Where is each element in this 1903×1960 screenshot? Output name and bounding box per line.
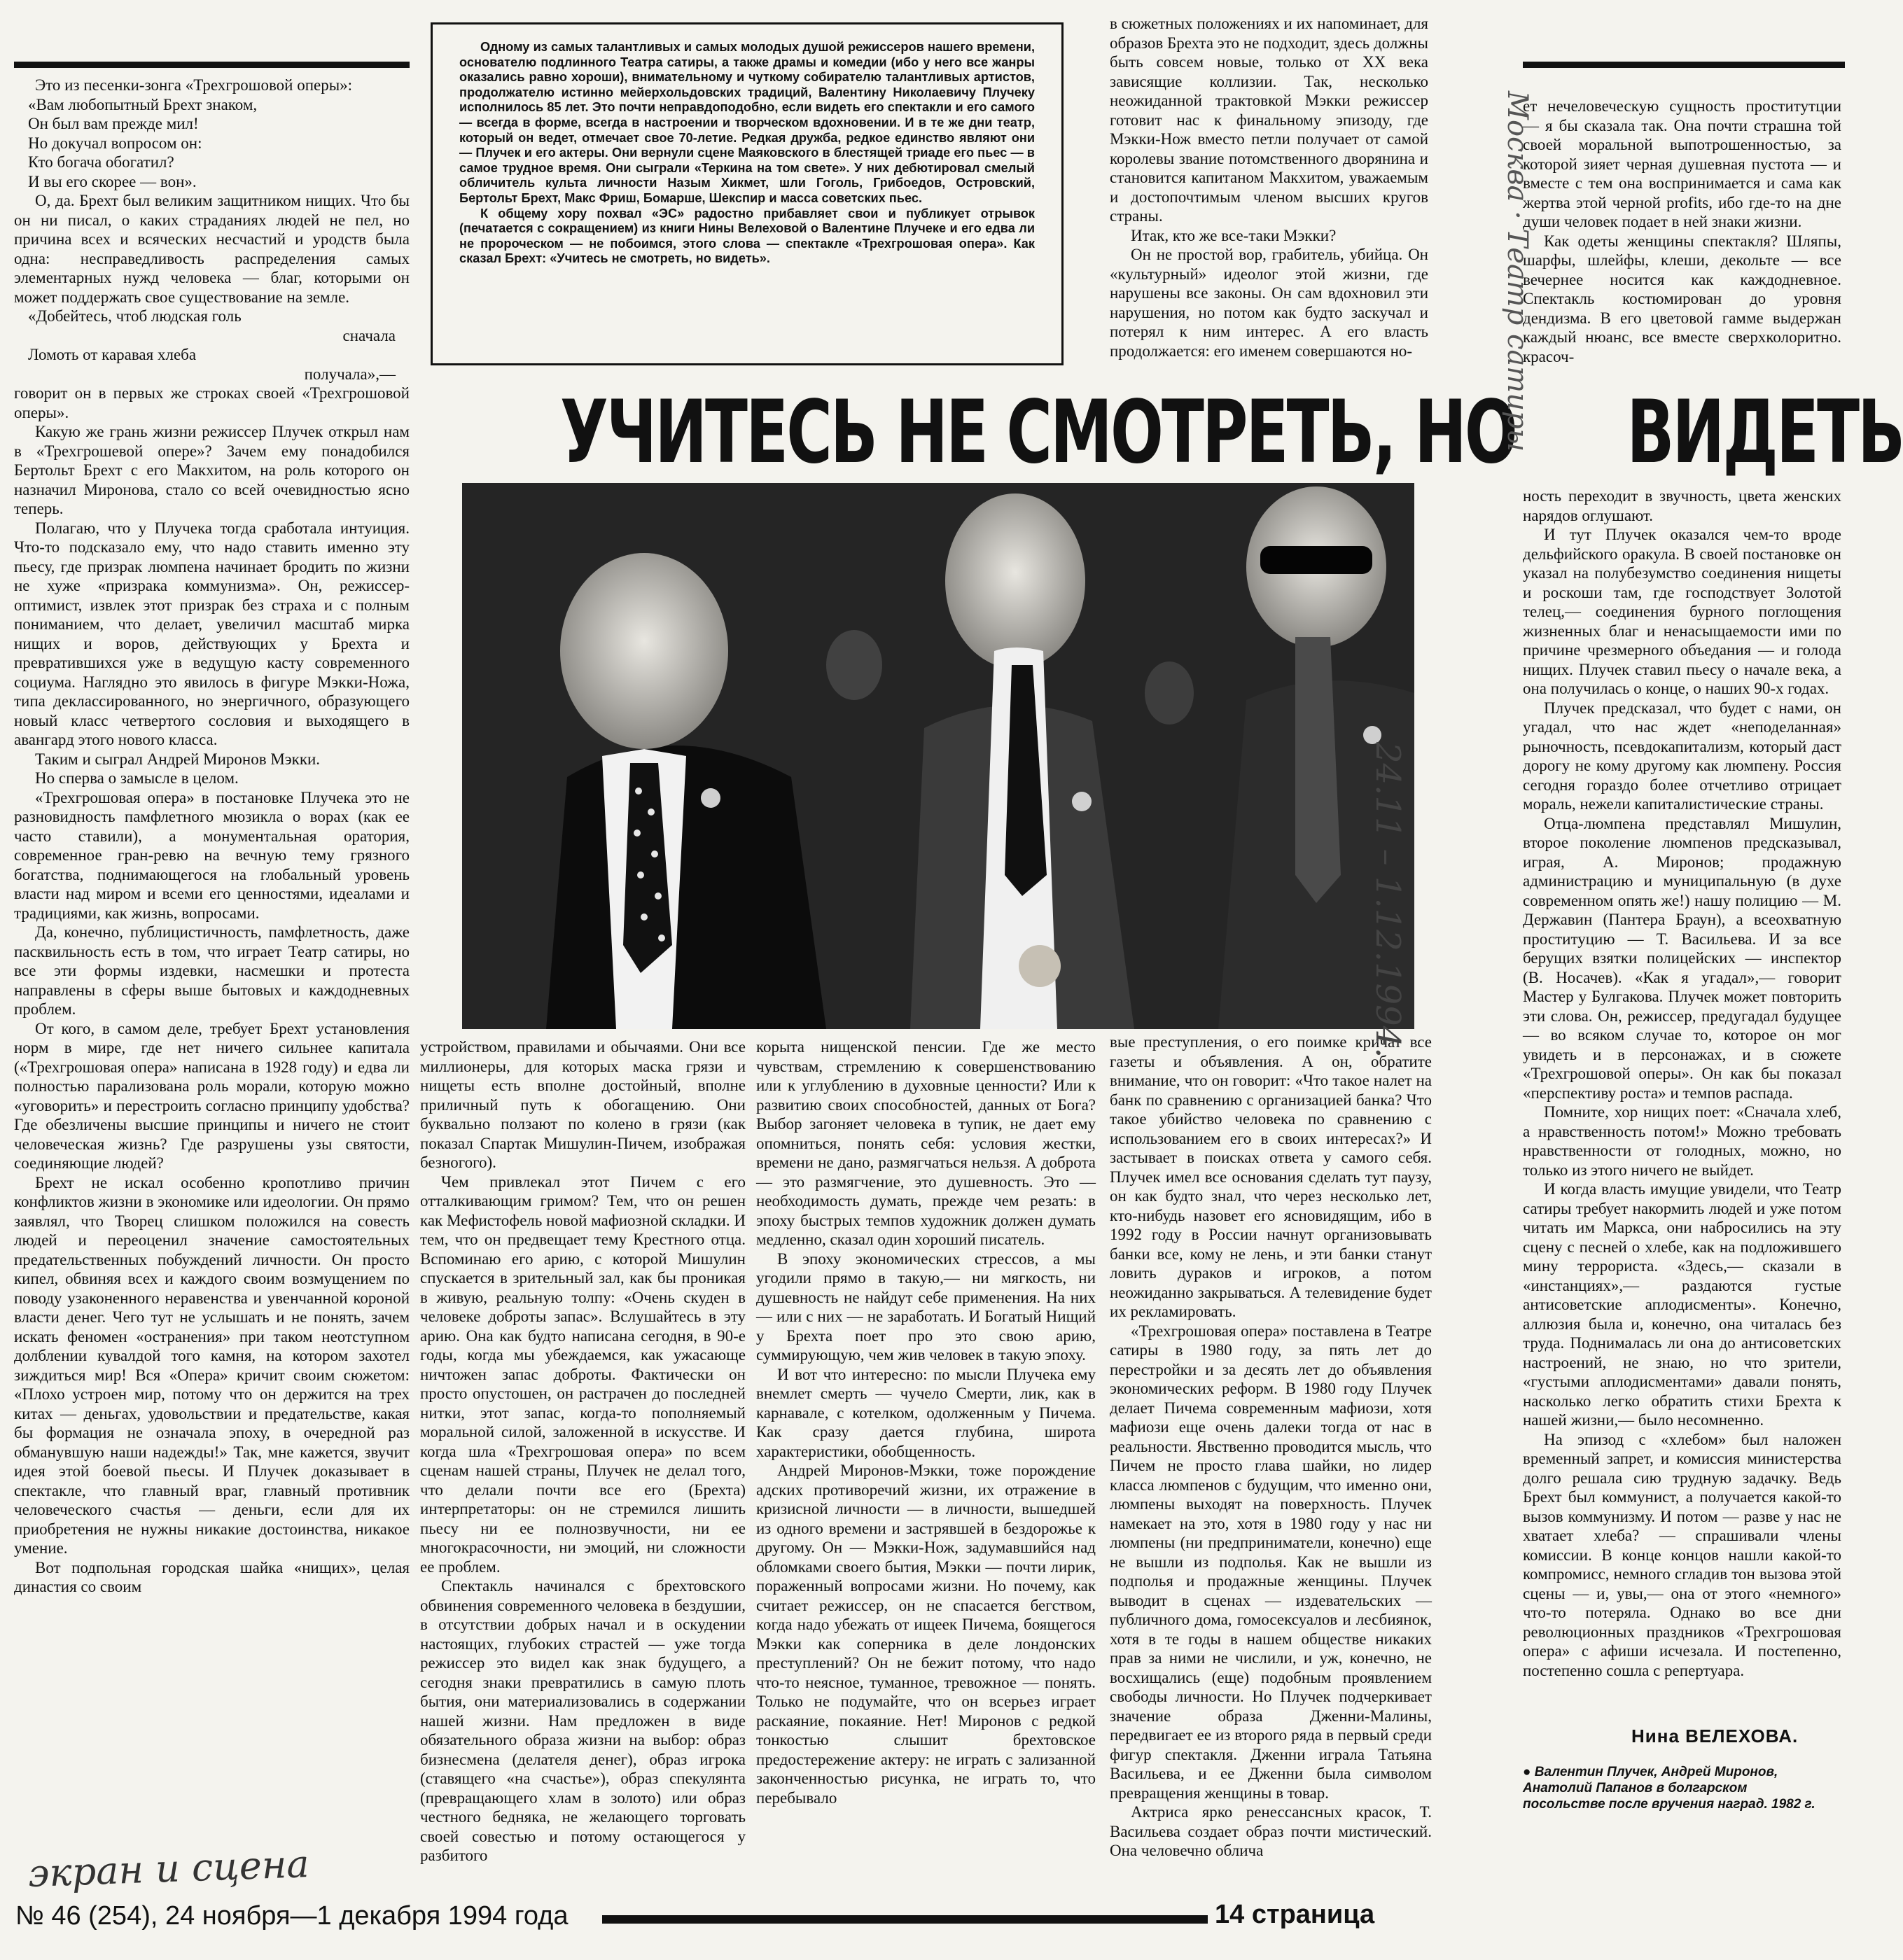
lede-paragraph-2: К общему хору похвал «ЭС» радостно прибавляет свои и публикует отрывок (печатается с сокращением) из книги Нины Велеховой о Валентине Плучеке и его едва ли не пророческом — не побоимся, этого слова — спектакле «Трехгрошовая опера». Как сказал Брехт: «Учитесь не смотреть, но видеть». [459,206,1035,266]
col1-paragraph: «Трехгрошовая опера» в постановке Плучека это не разновидность памфлетного мюзикла о ворах (как ее часто ставили), а монументальная оратория, современное гран-ревю на вечную тему грязного богатства, поднимающегося на глобальный уровень власти над миром и всеми его ценностями, идеалами и традициями, как жизнь, вопросами. [14,788,410,922]
column-5-top [1523,97,1841,377]
top-rule-left [14,62,410,68]
top-rule-right [1523,62,1845,68]
footer-page-number: 14 страница [1215,1900,1375,1929]
col4a-paragraph: Он не простой вор, грабитель, убийца. Он «культурный» идеолог этой жизни, где нарушены все законы. Он сам вдохновил эти нарушения, но потом как будто заскучал и потерял к ним интерес. А его власть продолжается: его именем совершаются но- [1110,246,1428,360]
col1-paragraph: Но сперва о замысле в целом. [35,769,239,787]
col1-paragraph: «Вам любопытный Брехт знаком, [28,95,258,113]
column-5-bottom [1523,486,1841,1726]
col2-paragraph: Спектакль начинался с брехтовского обвинения современного человека в бездушии, в отсутствии добрых начал и в оскудении настоящих, глубоких страстей — уже тогда режиссер это видел как знак будущего, а сегодня знаки превратились в самую плоть бытия, они материализовались в содержании нашей жизни. Нам предложен в виде обязательного образа жизни на выбор: образ бизнесмена (делателя денег), образ игрока (ставящего «на счастье»), образ спекулянта (превращающего хлам в золото) или образ честного бедняка, не желающего торговать своей совестью и потому остающегося у разбитого [420,1577,746,1864]
col1-paragraph: О, да. Брехт был великим защитником нищих. Что бы он ни писал, о каких страданиях людей не пел, но причина всех и всяческих несчастий и уродств была одна: несправедливость распределения самых элементарных нужд человека — благ, которыми он может поддержать свое существование на земле. [14,192,410,306]
col1-paragraph: Вот подпольная городская шайка «нищих», целая династия со своим [14,1558,410,1595]
col5b-paragraph: И тут Плучек оказался чем-то вроде дельфийского оракула. В своей постановке он указал на полубезумство соединения нищеты и роскоши там, где господствует Золотой телец,— соединения бурного поглощения жизненных благ и ненасыщаемости ими по причине чрезмерного объедания — и голода нищих. Плучек ставил пьесу о начале века, а она получилась о конце, о наших 90-х годах. [1523,526,1841,697]
col2-paragraph: устройством, правилами и обычаями. Они все миллионеры, для которых маска грязи и нищеты есть вполне достойный, вполне приличный путь к обогащению. Они буквально ползают по колено в грязи (как показал Спартак Мишулин-Пичем, изображая безногого). [420,1038,746,1171]
handwritten-publication-name: экран и сцена [27,1842,310,1896]
headline-part-2: ВИДЕТЬ [1626,382,1903,483]
footer-issue: № 46 (254), 24 ноября—1 декабря 1994 года [15,1901,569,1931]
col1-paragraph: Это из песенки-зонга «Трехгрошовой оперы»: [35,76,353,94]
col1-paragraph: Кто богача обогатил? [28,153,174,171]
col1-paragraph: Но докучал вопросом он: [28,134,202,152]
headline-part-1: УЧИТЕСЬ НЕ СМОТРЕТЬ, НО [560,382,1516,483]
col1-paragraph: «Добейтесь, чтоб людская голь [28,307,242,325]
col3-paragraph: В эпоху экономических стрессов, а мы угодили прямо в такую,— ни мягкость, ни душевность не найдут себе применения. На них — или с них — не заработать. И Богатый Нищий у Брехта поет про это свою арию, суммирующую, чем жив человек в такую эпоху. [756,1250,1096,1364]
headline [560,382,1903,483]
col1-paragraph: От кого, в самом деле, требует Брехт установления норм в мире, где нет ничего сильнее капитала («Трехгрошовая опера» написана в 1928 году) и едва ли полностью парализована роль морали, которую можно «уговорить» и перестроить согласно принципу удобства? Где обезличены высшие принципы и ничего не стоит человеческая жизнь? Где разрушены узы святости, соединяющие людей? [14,1019,410,1172]
handwritten-date: 24.11 – 1.12.1994. [1368,742,1407,1058]
col1-paragraph: Брехт не искал особенно кропотливо причин конфликтов жизни в экономике или идеологии. Он прямо заявлял, что Творец слишком положился на совесть людей и переоценил значение самостоятельных предательственных побуждений личности. Он просто кипел, обвиняя всех и каждого своим возмущением по поводу узаконенного неравенства и увенчанной короной власти денег. Чего тут не услышать и не понять, зачем искать феномен «остранения» при таком неотступном долблении кувалдой того камня, на котором захотел зиждиться мир! Вся «Опера» кричит своим сюжетом: «Плохо устроен мир, потому что он держится на трех китах — деньгах, удовольствии и предательстве, какая бы формация не означала эпоху, в очередной раз обманувшую наши надежды!» Так, мне кажется, звучит идея этой боевой пьесы. И Плучек доказывает в спектакле, что главный враг, главный противник человеческого счастья — деньги, если для их приобретения не нужны никакие достоинства, никакое умение. [14,1173,410,1557]
col5b-paragraph: Помните, хор нищих поет: «Сначала хлеб, а нравственность потом!» Можно требовать нравственности от голодных, можно, но только из этого ничего не выйдет. [1523,1103,1841,1179]
col5b-paragraph: ность переходит в звучность, цвета женских нарядов оглушают. [1523,487,1841,524]
column-3 [756,1037,1096,1890]
column-4-bottom [1110,1032,1432,1890]
col4b-paragraph: «Трехгрошовая опера» поставлена в Театре сатиры в 1980 году, за пять лет до перестройки и за десять лет до объявления экономических реформ. В 1980 году Плучек делает Пичема современным мафиози, хотя мафиози еще очень далеки тогда от нас в реальности. Явственно проводится мысль, что Пичем не просто глава шайки, но лидер класса люмпенов с будущим, что именно они, люмпены выходят на поверхность. Плучек намекает на это, хотя в 1980 году у нас ни люмпены (ни предприниматели, конечно) еще не вышли из подполья. Как не вышли из подполья и продажные женщины. Плучек выводит в сценах — издевательских — публичного дома, гомосексуалов и лесбиянок, хотя в те годы в нашем обществе никаких прав за ними не числили, и уж, конечно, не восхищались (еще) подобным проявлением свободы личности. Но Плучек подчеркивает значение образа Дженни-Малины, передвигает ее из второго ряда в первый среди фигур спектакля. Дженни играла Татьяна Васильева, и ее Дженни была символом превращения женщины в товар. [1110,1322,1432,1802]
col5b-paragraph: И когда власть имущие увидели, что Театр сатиры требует накормить людей и уже потом читать им Маркса, они набросились на эту сцену с песней о хлебе, как на подложившего мину террориста. «Здесь,— сказали в «инстанциях»,— раздаются густые антисоветские аплодисменты». Конечно, аллюзия была и, конечно, она читалась без труда. Поднималась ли она до антисоветских настроений, не знаю, но что зрители, «густыми аплодисментами» давали понять, насколько легко обратить стихи Брехта к нашей жизни,— было несомненно. [1523,1180,1841,1429]
col4b-paragraph: вые преступления, о его поимке кричат все газеты и объявления. А он, обратите внимание, что он говорит: «Что такое налет на банк по сравнению с организацией банка? Что такое убийство человека по сравнению с использованием его в своих интересах?» И застывает в поисках ответа у самого себя. Плучек имел все основания сделать тут паузу, он как будто знал, что через несколько лет, кто-нибудь назовет его ясновидящим, ибо в 1992 году в России начнут организовывать банки все, кому не лень, и эти банки станут ловить дураков и игроков, а потом неожиданно закрываться. А телевидение будет их рекламировать. [1110,1033,1432,1320]
column-4-top [1110,14,1428,378]
col5b-paragraph: Отца-люмпена представлял Мишулин, второе поколение люмпенов предсказывал, играя, А. Миронов; продажную администрацию и муниципальную (в духе современном опять же!) нашу полицию — М. Державин (Пантера Браун), а всеохватную проституцию — Т. Васильева. И за все берущих взятки полицейских — инспектор (В. Носачев). «Как я угадал»,— говорит Мастер у Булгакова. Плучек может повторить эти слова. Он, режиссер, предугадал будущее — во всяком случае то, которое он мог увидеть и в персонажах, и в сюжете «Трехгрошовой оперы». Он как бы показал «перспективу роста» и темпов распада. [1523,814,1841,1102]
col5a-paragraph: Как одеты женщины спектакля? Шляпы, шарфы, шлейфы, клеши, декольте — все вечернее носится как каждодневное. Спектакль костюмирован до уровня дендизма. В его цветовой гамме выдержан каждый нюанс, все вместе сверхколоритно. красоч- [1523,232,1841,365]
photo-three-men [462,483,1414,1029]
col1-paragraph: И вы его скорее — вон». [28,172,197,190]
col3-paragraph: Андрей Миронов-Мэкки, тоже порождение адских противоречий жизни, их отражение в кризисной личности — в личности, вышедшей из одного времени и застрявшей в бездорожье к другому. Он — Мэкки-Нож, задумавшийся над обломками своего бытия, Мэкки — почти лирик, пораженный вопросами жизни. Но почему, как считает режиссер, он не спасается бегством, когда надо убежать от ищеек Пичема, боящегося Мэкки как соперника в деле лондонских преступлений? Он не бежит потому, что надо что-то неясное, туманное, тревожное — понять. Только не подумайте, что он всерьез играет раскаяние, покаяние. Нет! Миронов с редкой тонкостью слышит брехтовское предостережение актеру: не играть с зализанной законченностью рисунка, не играть то, что перебывало [756,1462,1096,1807]
photo-caption: ● Валентин Плучек, Андрей Миронов, Анатолий Папанов в болгарском посольстве после вручения наград. 1982 г. [1523,1765,1815,1812]
col4b-paragraph: Актриса ярко ренессансных красок, Т. Васильева создает образ почти мистический. Она человечно облича [1110,1803,1432,1859]
col1-paragraph: Какую же грань жизни режиссер Плучек открыл нам в «Трехгрошевой опере»? Зачем ему понадобился Бертольт Брехт с его Макхитом, на роль которого он назначил Миронова, стало со всей очевидностью ясно теперь. [14,423,410,517]
col5b-paragraph: Плучек предсказал, что будет с нами, он угадал, что нас ждет «неподеланная» рыночность, псевдокапитализм, который даст дорогу не кому другому как люмпену. Россия сегодня гораздо более отчетливо отрицает мораль, нежели капиталистические страны. [1523,699,1841,813]
col3-paragraph: корыта нищенской пенсии. Где же место чувствам, стремлению к совершенствованию или к углублению в духовные ценности? Или к развитию своих способностей, данных от Бога? Выбор загоняет человека в тупик, не дает ему опомниться, понять себя: условия жестки, времени не дано, размягчаться нельзя. А доброта — это размягчение, это душевность. Это — необходимость думать, прежде чем резать: в эпоху быстрых темпов художник должен думать медленно, сказал один хороший писатель. [756,1038,1096,1248]
column-2 [420,1037,746,1890]
col1-paragraph: Да, конечно, публицистичность, памфлетность, даже пасквильность есть в том, что играет Театр сатиры, но все эти формы издевки, насмешки и протеста направлены в сферы выше бытовых и каждодневных проблем. [14,923,410,1018]
col1-paragraph: говорит он в первых же строках своей «Трехгрошовой оперы». [14,384,410,421]
col1-paragraph: Полагаю, что у Плучека тогда сработала интуиция. Что-то подсказало ему, что надо ставить именно эту пьесу, где призрак люмпена начинает бродить по жизни не хуже «призрака коммунизма». Он, режиссер-оптимист, извлек этот призрак без страха и с полным пониманием, что делает, увеличил масштаб мирка нищих и воров, действующих у Брехта и превратившихся уже в ведущую касту современного социума. Наглядно это явилось в фигуре Мэкки-Ножа, типа деклассированного, но энергичного, образующего новый класс четвертого сословия и выходящего в авангард этого нового класса. [14,519,410,748]
col5a-paragraph: ет нечеловеческую сущность проститутции — я бы сказала так. Она почти страшна той своей моральной выпотрошенностью, за которой зияет черная душевная пустота — и вместе с тем она воспринимается и сама как жертва этой черной profits, ибо где-то на дне души человек подает в ней знаки жизни. [1523,97,1841,230]
lede-paragraph-1: Одному из самых талантливых и самых молодых душой режиссеров нашего времени, основателю подлинного Театра сатиры, а также драмы и комедии (ибо у него все жанры оказались равно хороши), внимательному и чуткому собирателю талантливых артистов, продолжателю истинно мейерхольдовских традиций, Валентину Николаевичу Плучеку исполнилось 85 лет. Это почти неправдоподобно, если видеть его спектакли и его самого — всегда в форме, всегда в настроении и творческом вдохновении. И в те же дни театр, который он ведет, отмечает свое 70-летие. Редкая дружба, редкое единство являют они — Плучек и его актеры. Они вернули сцене Маяковского в блестящей триаде его пьес — в самое трудное время. Они сыграли «Теркина на том свете». У них дебютировал смелый обличитель культа личности Назым Хикмет, шли Гоголь, Грибоедов, Островский, Бертольт Брехт, Макс Фриш, Бомарше, Шекспир и масса советских пьес. [459,40,1035,205]
col3-paragraph: И вот что интересно: по мысли Плучека ему внемлет смерть — чучело Смерти, лик, как в карнавале, с котелком, одолженным у Пичема. Как сразу дается глубина, широта характеристики, обобщенность. [756,1365,1096,1460]
col1-paragraph: Таким и сыграл Андрей Миронов Мэкки. [35,750,321,768]
col1-paragraph: Он был вам прежде мил! [28,115,199,132]
photo-illustration [462,483,1414,1029]
footer-rule [602,1915,1208,1924]
handwritten-topic: Москва · Театр сатиры [1501,91,1533,452]
lede-box [431,22,1064,365]
col4a-paragraph: Итак, кто же все-таки Мэкки? [1131,226,1337,244]
col1-paragraph: Ломоть от каравая хлеба [28,346,197,363]
col2-paragraph: Чем привлекал этот Пичем с его отталкивающим гримом? Тем, что он решен как Мефистофель новой мафиозной складки. И тем, что он предвещает тему Крестного отца. Вспоминаю его арию, с которой Мишулин спускается в зрительный зал, как бы проникая в живую, реальную толпу: «Очень скуден в человеке доброты запас». Вслушайтесь в эту арию. Она как будто написана сегодня, в 90-е годы, когда мы убеждаемся, как ужасающе ничтожен запас доброты. Фактически он просто опустошен, он растрачен до последней нитки, этот запас, когда-то пополняемый моральной силой, заложенной в искусстве. И когда шла «Трехгрошовая опера» по всем сценам нашей страны, Плучек не делал того, что делали почти все его (Брехта) интерпретаторы: он не стремился лишить пьесу ни ее полнозвучности, ни ее многокрасочности, ни эмоций, ни сложности ее проблем. [420,1172,746,1576]
author-signature: Нина ВЕЛЕХОВА. [1631,1726,1799,1746]
col1-paragraph: сначала [342,326,396,344]
col5b-paragraph: На эпизод с «хлебом» был наложен временный запрет, и комиссия министерства долго решала сию трудную задачку. Ведь Брехт был коммунист, а получается какой-то вызов коммунизму. И потом — разве у нас не хватает хлеба? — спрашивали члены комиссии. В конце концов нашли какой-то компромисс, немного сгладив тон вызова этой сцены — и, увы,— она от этого «немного» что-то потеряла. Однако во все дни революционных праздников «Трехгрошовая опера» с афиши исчезала. И постепенно, постепенно сошла с репертуара. [1523,1430,1841,1679]
column-1 [14,76,410,1890]
col4a-paragraph: в сюжетных положениях и их напоминает, для образов Брехта это не подходит, здесь должны быть совсем новые, только от XX века зависящие коллизии. Так, несколько неожиданной трактовкой Мэкки режиссер готовит нас к финальному эпизоду, где Мэкки-Нож вместо петли получает от самой королевы звание потомственного дворянина и становится капитаном Макхитом, уважаемым и достопочтимым членом высших кругов страны. [1110,15,1428,225]
col1-paragraph: получала»,— [304,365,396,383]
